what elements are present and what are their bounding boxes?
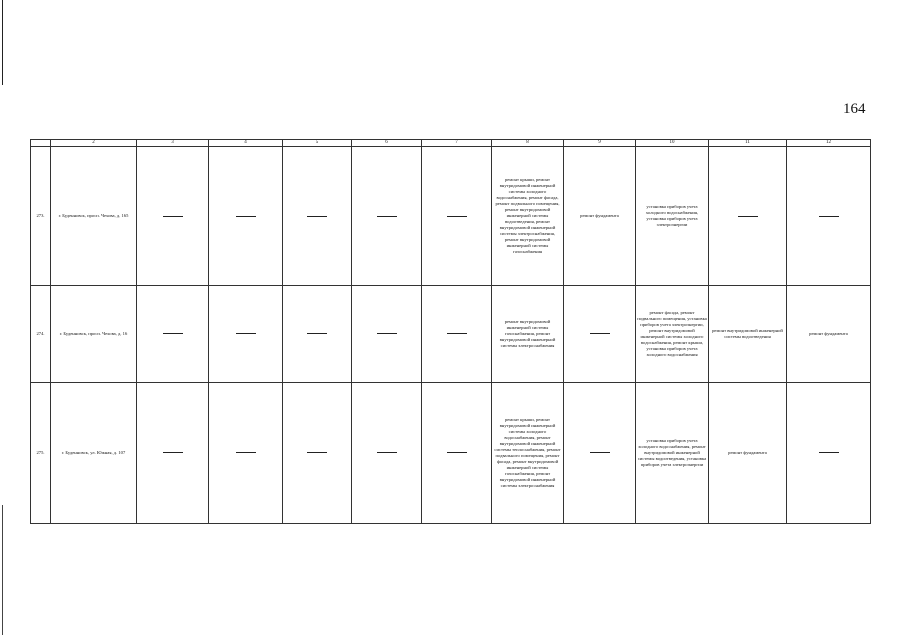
repair-schedule-table [30,139,871,524]
works-cell: установка приборов учета холодного водоснабжения, ремонт внутридомовой инженерной системы водоотведения, установка приборов учета электроэнергии [636,382,709,523]
header-cell: 4 [209,140,283,147]
dash-mark [590,452,610,453]
row-number: 275. [31,382,51,523]
works-cell: установка приборов учета холодного водоснабжения, установка приборов учета электроэнергии [636,147,709,286]
works-cell: ремонт крыши, ремонт внутридомовой инженерной системы холодного водоснабжения, ремонт внутридомовой инженерной системы теплоснабжения, ремонт подвального помещения, ремонт фасада, ремонт внутридомовой инженерной системы газоснабжения, ремонт внутридомовой инженерной системы электроснабжения [492,382,564,523]
works-cell: ремонт фундамента [787,286,871,382]
dash-cell [787,147,871,286]
dash-mark [236,333,256,334]
dash-cell [422,147,492,286]
dash-cell [209,382,283,523]
dash-mark [819,216,839,217]
header-cell: 9 [564,140,636,147]
header-cell: 12 [787,140,871,147]
page-number: 164 [843,101,866,117]
dash-mark [307,333,327,334]
dash-mark [236,216,256,217]
header-row [31,140,871,147]
address-cell: г. Буденновск, просп. Чехова, д. 165 [51,147,137,286]
works-cell: ремонт крыши, ремонт внутридомовой инженерной системы холодного водоснабжения, ремонт фасада, ремонт подвального помещения, ремонт внутридомовой инженерной системы водоотведения, ремонт внутридомовой инженерной системы электроснабжения, ремонт внутридомовой инженерной системы газоснабжения [492,147,564,286]
header-cell: 3 [137,140,209,147]
works-cell: ремонт фасада, ремонт подвального помещения, установка приборов учета электроэнергии, ремонт внутридомовой инженерной системы холодного водоснабжения, ремонт крыши, установка приборов учета холодного водоснабжения [636,286,709,382]
dash-cell [564,382,636,523]
dash-cell [709,147,787,286]
dash-cell [787,382,871,523]
scan-edge-line-lower [2,505,3,635]
header-cell [31,140,51,147]
address-cell: г. Буденновск, ул. Южная, д. 107 [51,382,137,523]
header-cell: 11 [709,140,787,147]
works-cell: ремонт внутридомовой инженерной системы водоотведения [709,286,787,382]
dash-mark [163,216,183,217]
table-row [31,286,871,382]
dash-mark [377,216,397,217]
row-number: 274. [31,286,51,382]
dash-cell [352,147,422,286]
dash-cell [137,147,209,286]
address-cell: г. Буденновск, просп. Чехова, д. 16 [51,286,137,382]
dash-mark [163,333,183,334]
dash-mark [307,452,327,453]
dash-mark [819,452,839,453]
dash-mark [590,333,610,334]
dash-cell [564,286,636,382]
table-row [31,147,871,286]
dash-cell [137,382,209,523]
dash-mark [447,216,467,217]
header-cell: 5 [283,140,352,147]
dash-cell [209,286,283,382]
dash-cell [422,286,492,382]
dash-mark [738,216,758,217]
dash-mark [236,452,256,453]
dash-cell [422,382,492,523]
dash-cell [283,286,352,382]
row-number: 273. [31,147,51,286]
header-cell: 6 [352,140,422,147]
dash-cell [283,147,352,286]
header-cell: 7 [422,140,492,147]
header-cell: 10 [636,140,709,147]
dash-cell [283,382,352,523]
dash-mark [447,333,467,334]
dash-mark [307,216,327,217]
table-row [31,382,871,523]
dash-cell [352,286,422,382]
dash-mark [163,452,183,453]
works-cell: ремонт фундамента [709,382,787,523]
works-cell: ремонт внутридомовой инженерной системы газоснабжения, ремонт внутридомовой инженерной системы электроснабжения [492,286,564,382]
dash-mark [377,333,397,334]
works-cell: ремонт фундамента [564,147,636,286]
dash-cell [209,147,283,286]
dash-mark [447,452,467,453]
dash-mark [377,452,397,453]
header-cell: 2 [51,140,137,147]
dash-cell [352,382,422,523]
dash-cell [137,286,209,382]
scan-edge-line [2,0,3,85]
header-cell: 8 [492,140,564,147]
